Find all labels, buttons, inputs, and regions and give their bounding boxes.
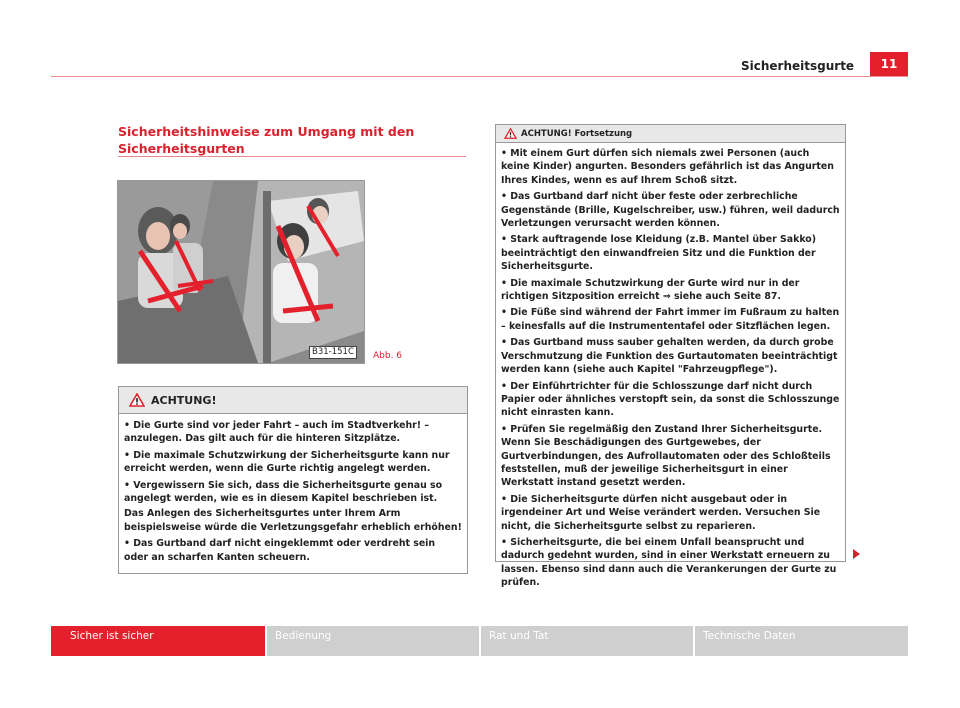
warning-body — [119, 414, 467, 564]
seatbelt-illustration — [117, 180, 365, 364]
warning-item: • Die maximale Schutzwirkung der Sicherheitsgurte kann nur erreicht werden, wenn die Gurte richtig angelegt werden. — [124, 449, 450, 475]
footer-tab-rat-und-tat[interactable]: Rat und Tat — [481, 626, 693, 656]
continue-arrow-icon — [853, 549, 860, 559]
section-title: Sicherheitsgurte — [741, 59, 855, 73]
figure-caption: Abb. 6 — [373, 351, 403, 361]
warning-item: • Sicherheitsgurte, die bei einem Unfall beansprucht und dadurch gedehnt wurden, sind in einer Werkstatt erneuern zu lassen. Ebenso sind dann auch die Verankerungen der Gurte zu prüfen. — [501, 536, 837, 589]
warning-item: Das Anlegen des Sicherheitsgurtes unter Ihrem Arm beispielsweise würde die Verletzungsgefahr erheblich erhöhen! — [124, 508, 462, 533]
warning-item: • Das Gurtband darf nicht über feste oder zerbrechliche Gegenstände (Brille, Kugelschreiber, usw.) führen, weil dadurch Verletzungen verursacht werden können. — [501, 191, 840, 230]
warning-box — [118, 386, 468, 574]
warning-triangle-icon — [504, 128, 517, 139]
warning-item: • Die Füße sind während der Fahrt immer im Fußraum zu halten – keinesfalls auf die Instrumententafel oder Sitzflächen legen. — [501, 307, 840, 332]
header-rule — [51, 76, 908, 77]
warning-continued-header — [496, 125, 845, 143]
warning-item: • Stark auftragende lose Kleidung (z.B. Mantel über Sakko) beeinträchtigt den einwandfreien Sitz und die Funktion der Sicherheitsgurte. — [501, 234, 817, 273]
warning-item: • Die maximale Schutzwirkung der Gurte wird nur in der richtigen Sitzposition erreicht ⇒ siehe auch Seite 87. — [501, 277, 800, 303]
warning-item: • Das Gurtband darf nicht eingeklemmt oder verdreht sein oder an scharfen Kanten scheuern. — [124, 538, 436, 563]
warning-title: ACHTUNG! — [151, 393, 217, 407]
warning-item: • Die Sicherheitsgurte dürfen nicht ausgebaut oder in irgendeiner Art und Weise verändert werden. Versuchen Sie nicht, die Sicherheitsgurte selbst zu reparieren. — [501, 493, 821, 532]
warning-header — [119, 387, 467, 414]
warning-continued-title: ACHTUNG! Fortsetzung — [521, 128, 633, 139]
car-interior-image — [118, 181, 364, 363]
warning-item: • Mit einem Gurt dürfen sich niemals zwei Personen (auch keine Kinder) angurten. Besonders gefährlich ist das Angurten Ihres Kindes, wenn es auf Ihrem Schoß sitzt. — [501, 148, 834, 186]
warning-item: • Die Gurte sind vor jeder Fahrt – auch im Stadtverkehr! – anzulegen. Das gilt auch für die hinteren Sitzplätze. — [124, 420, 430, 445]
warning-item: • Das Gurtband muss sauber gehalten werden, da durch grobe Verschmutzung die Funktion des Gurtautomaten beeinträchtigt werden kann (siehe auch Kapitel "Fahrzeugpflege"). — [501, 337, 838, 376]
page-number: 11 — [870, 52, 908, 76]
warning-continued-body — [496, 143, 845, 590]
heading-rule — [118, 156, 466, 157]
warning-triangle-icon — [129, 393, 145, 407]
footer-tab-sicher-ist-sicher[interactable]: Sicher ist sicher — [51, 626, 265, 656]
page-heading: Sicherheitshinweise zum Umgang mit den Sicherheitsgurten — [118, 124, 415, 156]
warning-continued-box — [495, 124, 846, 589]
warning-item: • Prüfen Sie regelmäßig den Zustand Ihrer Sicherheitsgurte. Wenn Sie Beschädigungen des Gurtgewebes, der Gurtverbindungen, des Aufrollautomaten oder des Schloßteils feststellen, muß der jeweilige Sicherheitsgurt in einer Werkstatt instand gesetzt werden. — [501, 423, 831, 489]
warning-item: • Der Einführtrichter für die Schlosszunge darf nicht durch Papier oder ähnliches verstopft sein, da sonst die Schlosszunge nicht einrasten kann. — [501, 380, 840, 419]
footer-tab-bedienung[interactable]: Bedienung — [267, 626, 479, 656]
figure-code: B31-151C — [309, 346, 357, 359]
footer-tab-technische-daten[interactable]: Technische Daten — [695, 626, 908, 656]
warning-item: • Vergewissern Sie sich, dass die Sicherheitsgurte genau so angelegt werden, wie es in diesem Kapitel beschrieben ist. — [124, 479, 443, 505]
